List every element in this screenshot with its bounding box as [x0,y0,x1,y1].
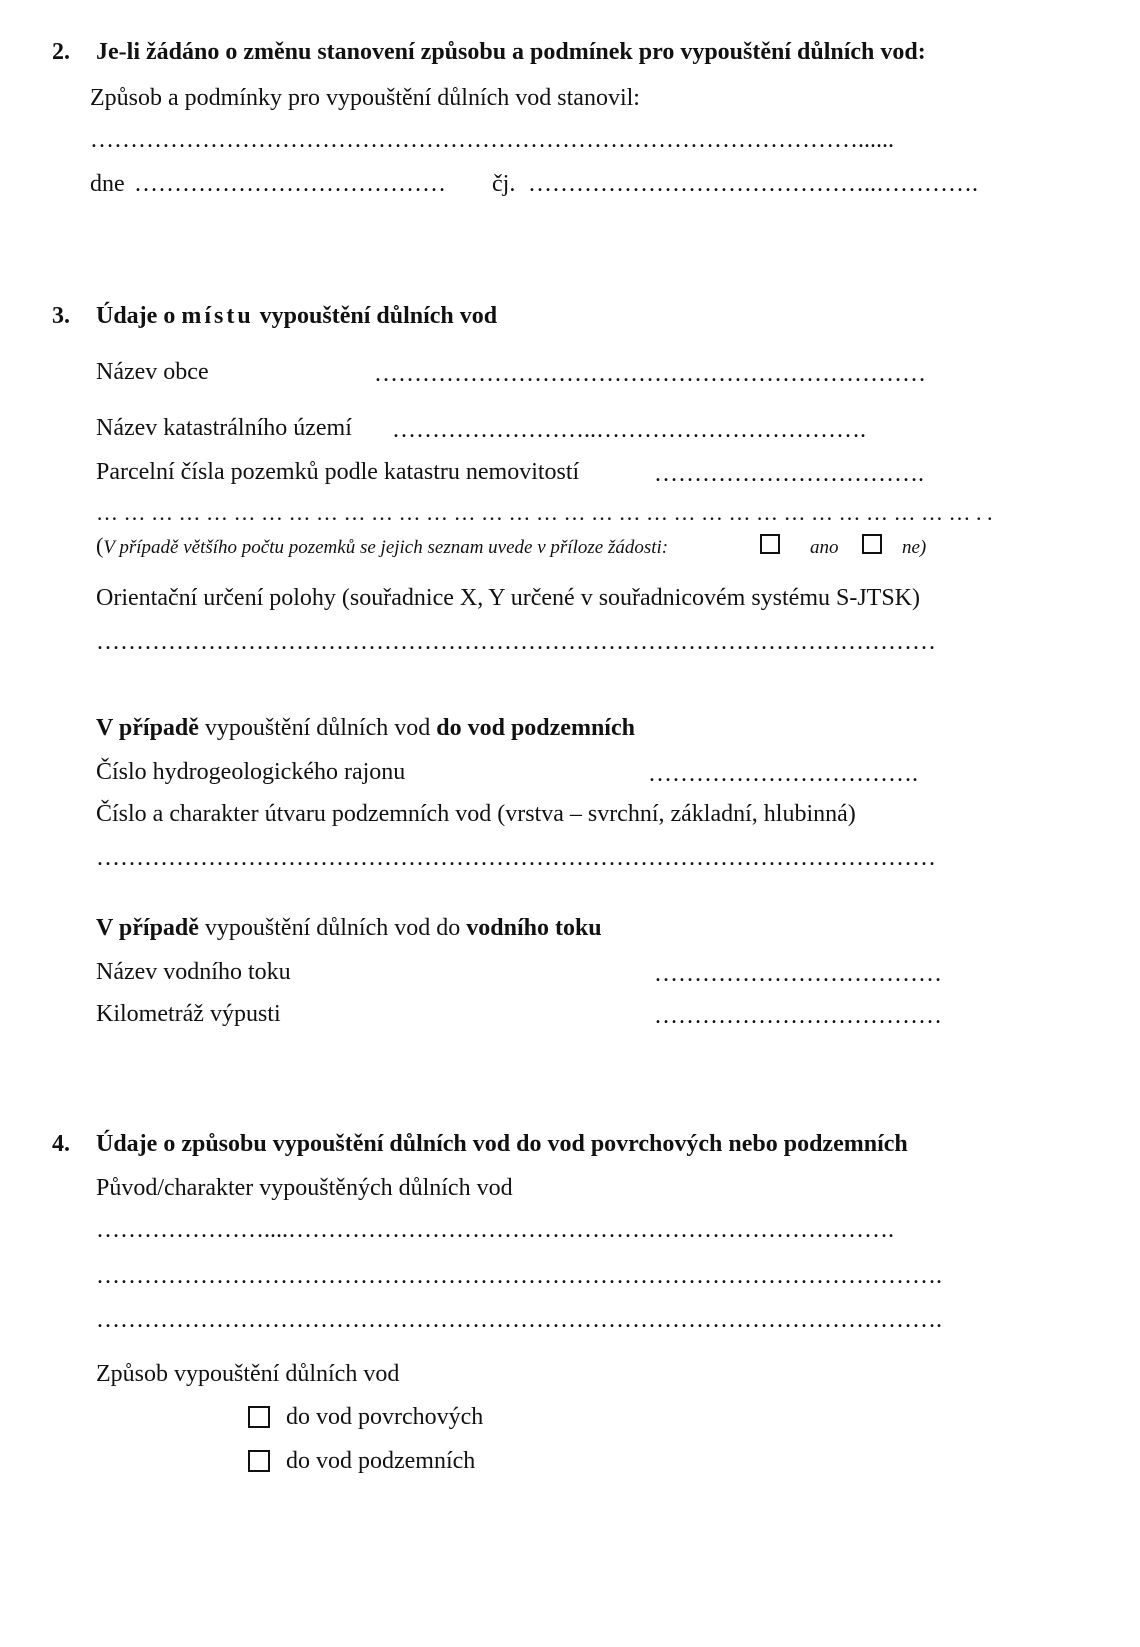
priloha-ne-label: ne) [902,537,927,558]
podzemni-heading-c: do vod podzemních [436,715,635,741]
puvod-field-3[interactable]: ……………………………………………………………………………………………. [96,1308,942,1332]
priloha-ne-checkbox[interactable] [862,534,882,554]
priloha-ano-checkbox[interactable] [760,534,780,554]
tok-label: Název vodního toku [96,959,291,985]
section-3-heading-b: místu [181,303,254,329]
parcel-label: Parcelní čísla pozemků podle katastru nemovitostí [96,459,580,485]
tok-heading-c: vodního toku [466,915,602,941]
utvar-label: Číslo a charakter útvaru podzemních vod (vrstva – svrchní, základní, hlubinná) [96,801,856,827]
povrchove-label: do vod povrchových [286,1404,484,1430]
povrchove-checkbox[interactable] [248,1406,270,1428]
zpusob-label: Způsob vypouštění důlních vod [96,1361,400,1387]
cj-field[interactable]: ……………………………………..…………. [528,172,978,196]
section-3-heading [96,304,497,328]
podzemni-label: do vod podzemních [286,1448,476,1474]
dne-field[interactable]: ………………………………… [134,172,446,196]
obec-field[interactable]: …………………………………………………………… [374,362,926,386]
podzemni-checkbox[interactable] [248,1450,270,1472]
section-3-heading-a: Údaje o [96,303,176,329]
parcel-field[interactable]: ……………………………. [654,462,924,486]
section-2-heading: Je-li žádáno o změnu stanovení způsobu a podmínek pro vypouštění důlních vod: [96,39,926,65]
katastr-field[interactable]: ……………………..……………………………. [392,418,866,442]
puvod-label: Původ/charakter vypouštěných důlních vod [96,1175,513,1201]
tok-field[interactable]: ……………………………… [654,962,942,986]
km-field[interactable]: ……………………………… [654,1004,942,1028]
stanovil-field[interactable]: ……………………………………………………………………………………...... [90,128,894,152]
tok-heading [96,916,602,940]
obec-label: Název obce [96,359,209,385]
section-4-number: 4. [52,1131,70,1157]
podzemni-heading [96,716,635,740]
cj-label: čj. [492,171,516,197]
parcel-note-text: V případě většího počtu pozemků se jejich seznam uvede v příloze žádosti: [103,537,669,558]
orientace-field[interactable]: …………………………………………………………………………………………… [96,630,936,654]
orientace-label: Orientační určení polohy (souřadnice X, Y určené v souřadnicovém systému S-JTSK) [96,585,921,611]
utvar-field[interactable]: …………………………………………………………………………………………… [96,846,936,870]
puvod-field-2[interactable]: ……………………………………………………………………………………………. [96,1264,942,1288]
section-4-heading: Údaje o způsobu vypouštění důlních vod do vod povrchových nebo podzemních [96,1131,908,1157]
hydro-label: Číslo hydrogeologického rajonu [96,759,406,785]
dne-label: dne [90,171,125,197]
section-2-number: 2. [52,39,70,65]
section-3-heading-c: vypouštění důlních vod [259,303,498,329]
tok-heading-a: V případě [96,915,199,941]
section-3-number: 3. [52,303,70,329]
parcel-note [96,535,668,557]
puvod-field-1[interactable]: …………………....…………………………………………………………………. [96,1218,894,1242]
km-label: Kilometráž výpusti [96,1001,281,1027]
podzemni-heading-b: vypouštění důlních vod [204,715,431,741]
hydro-field[interactable]: ……………………………. [648,762,918,786]
podzemni-heading-a: V případě [96,715,199,741]
parcel-field-2[interactable]: … … … … … … … … … … … … … … … … … … … … … … … … … … … … … … … … . . [96,502,993,524]
parcel-note-open: ( [96,533,104,558]
tok-heading-b: vypouštění důlních vod do [204,915,461,941]
katastr-label: Název katastrálního území [96,415,352,441]
priloha-ano-label: ano [810,537,839,558]
section-2-line1: Způsob a podmínky pro vypouštění důlních vod stanovil: [90,85,640,111]
